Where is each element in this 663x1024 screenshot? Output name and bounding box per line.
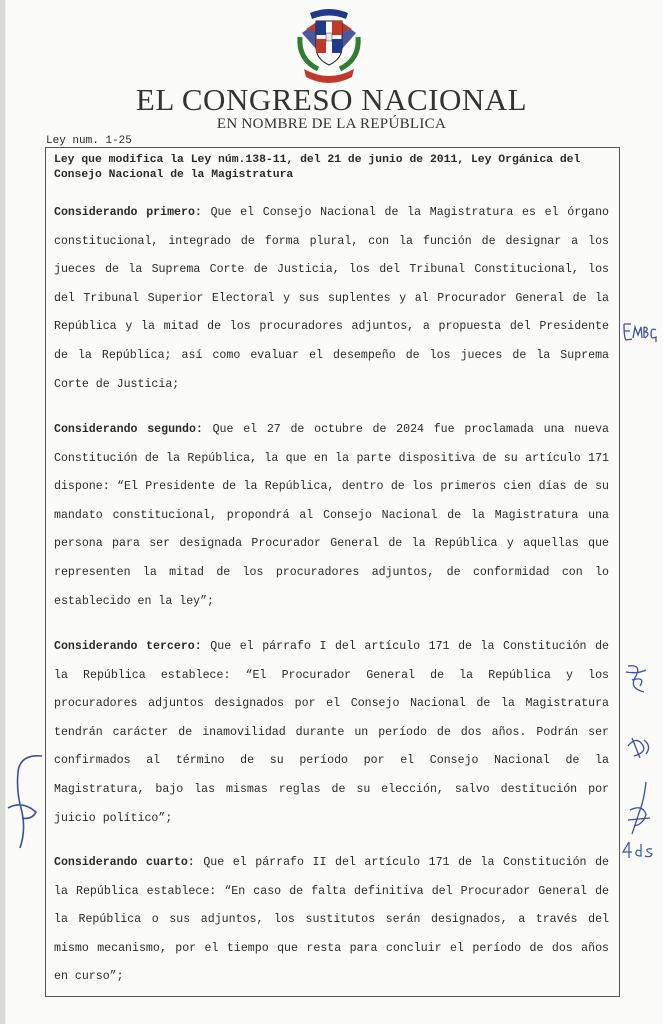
page-edge-highlight <box>5 0 6 1024</box>
paragraph-text: Que el párrafo II del artículo 171 de la Constitución de la República establece: “En caso de falta definitiva del Procurador General de la República o sus adjuntos, los sustitutos serán designados, a través del mismo mecanismo, por el tiempo que resta para concluir el período de dos años en curso”; <box>54 856 609 984</box>
paragraph-label: Considerando segundo: <box>54 423 203 436</box>
handwritten-initials-4ds <box>621 840 655 860</box>
handwritten-initials-embg <box>622 318 658 344</box>
paragraph-text: Que el Consejo Nacional de la Magistratura es el órgano constitucional, integrado de forma plural, con la función de designar a los jueces de la Suprema Corte de Justicia, los del Tribunal Constitucional, los del Tribunal Superior Electoral y sus suplentes y al Procurador General de la República y la mitad de los procuradores adjuntos, a propuesta del Presidente de la República; así como evaluar el desempeño de los jueces de la Suprema Corte de Justicia; <box>54 206 609 391</box>
document-title: Ley que modifica la Ley núm.138-11, del 21 de junio de 2011, Ley Orgánica del Consejo Nacional de la Magistratura <box>54 154 581 181</box>
paragraph-text: Que el 27 de octubre de 2024 fue proclamada una nueva Constitución de la República, la que en la parte dispositiva de su artículo 171 dispone: “El Presidente de la República, dentro de los primeros cien días de su mandato constitucional, propondrá al Consejo Nacional de la Magistratura una persona para ser designada Procurador General de la República y aquellas que representen la mitad de los procuradores adjuntos, de conformidad con lo establecido en la ley”; <box>54 423 609 608</box>
considerando-primero <box>54 199 609 399</box>
considerando-cuarto <box>54 849 609 992</box>
considerando-segundo <box>54 416 609 616</box>
considerando-tercero <box>54 633 609 833</box>
handwritten-left-margin-signature <box>2 752 46 852</box>
handwritten-signature-2 <box>624 732 654 762</box>
handwritten-signature-1 <box>622 662 652 696</box>
handwritten-signature-3 <box>622 780 656 836</box>
paragraph-label: Considerando tercero: <box>54 640 202 653</box>
header-subtitle: EN NOMBRE DE LA REPÚBLICA <box>216 116 447 132</box>
header-title: EL CONGRESO NACIONAL <box>135 82 528 117</box>
law-number: Ley num. 1-25 <box>46 135 132 147</box>
paragraph-label: Considerando cuarto: <box>54 856 195 869</box>
coat-of-arms-seal <box>288 3 370 87</box>
paragraph-label: Considerando primero: <box>54 206 202 219</box>
paragraph-text: Que el párrafo I del artículo 171 de la Constitución de la República establece: “El Procurador General de la República y los procuradores adjuntos designados por el Consejo Nacional de la Magistratura tendrán carácter de inamovilidad durante un período de dos años. Podrán ser confirmados al término de su período por el Consejo Nacional de la Magistratura, bajo las mismas reglas de su elección, salvo destitución por juicio político”; <box>54 640 609 825</box>
